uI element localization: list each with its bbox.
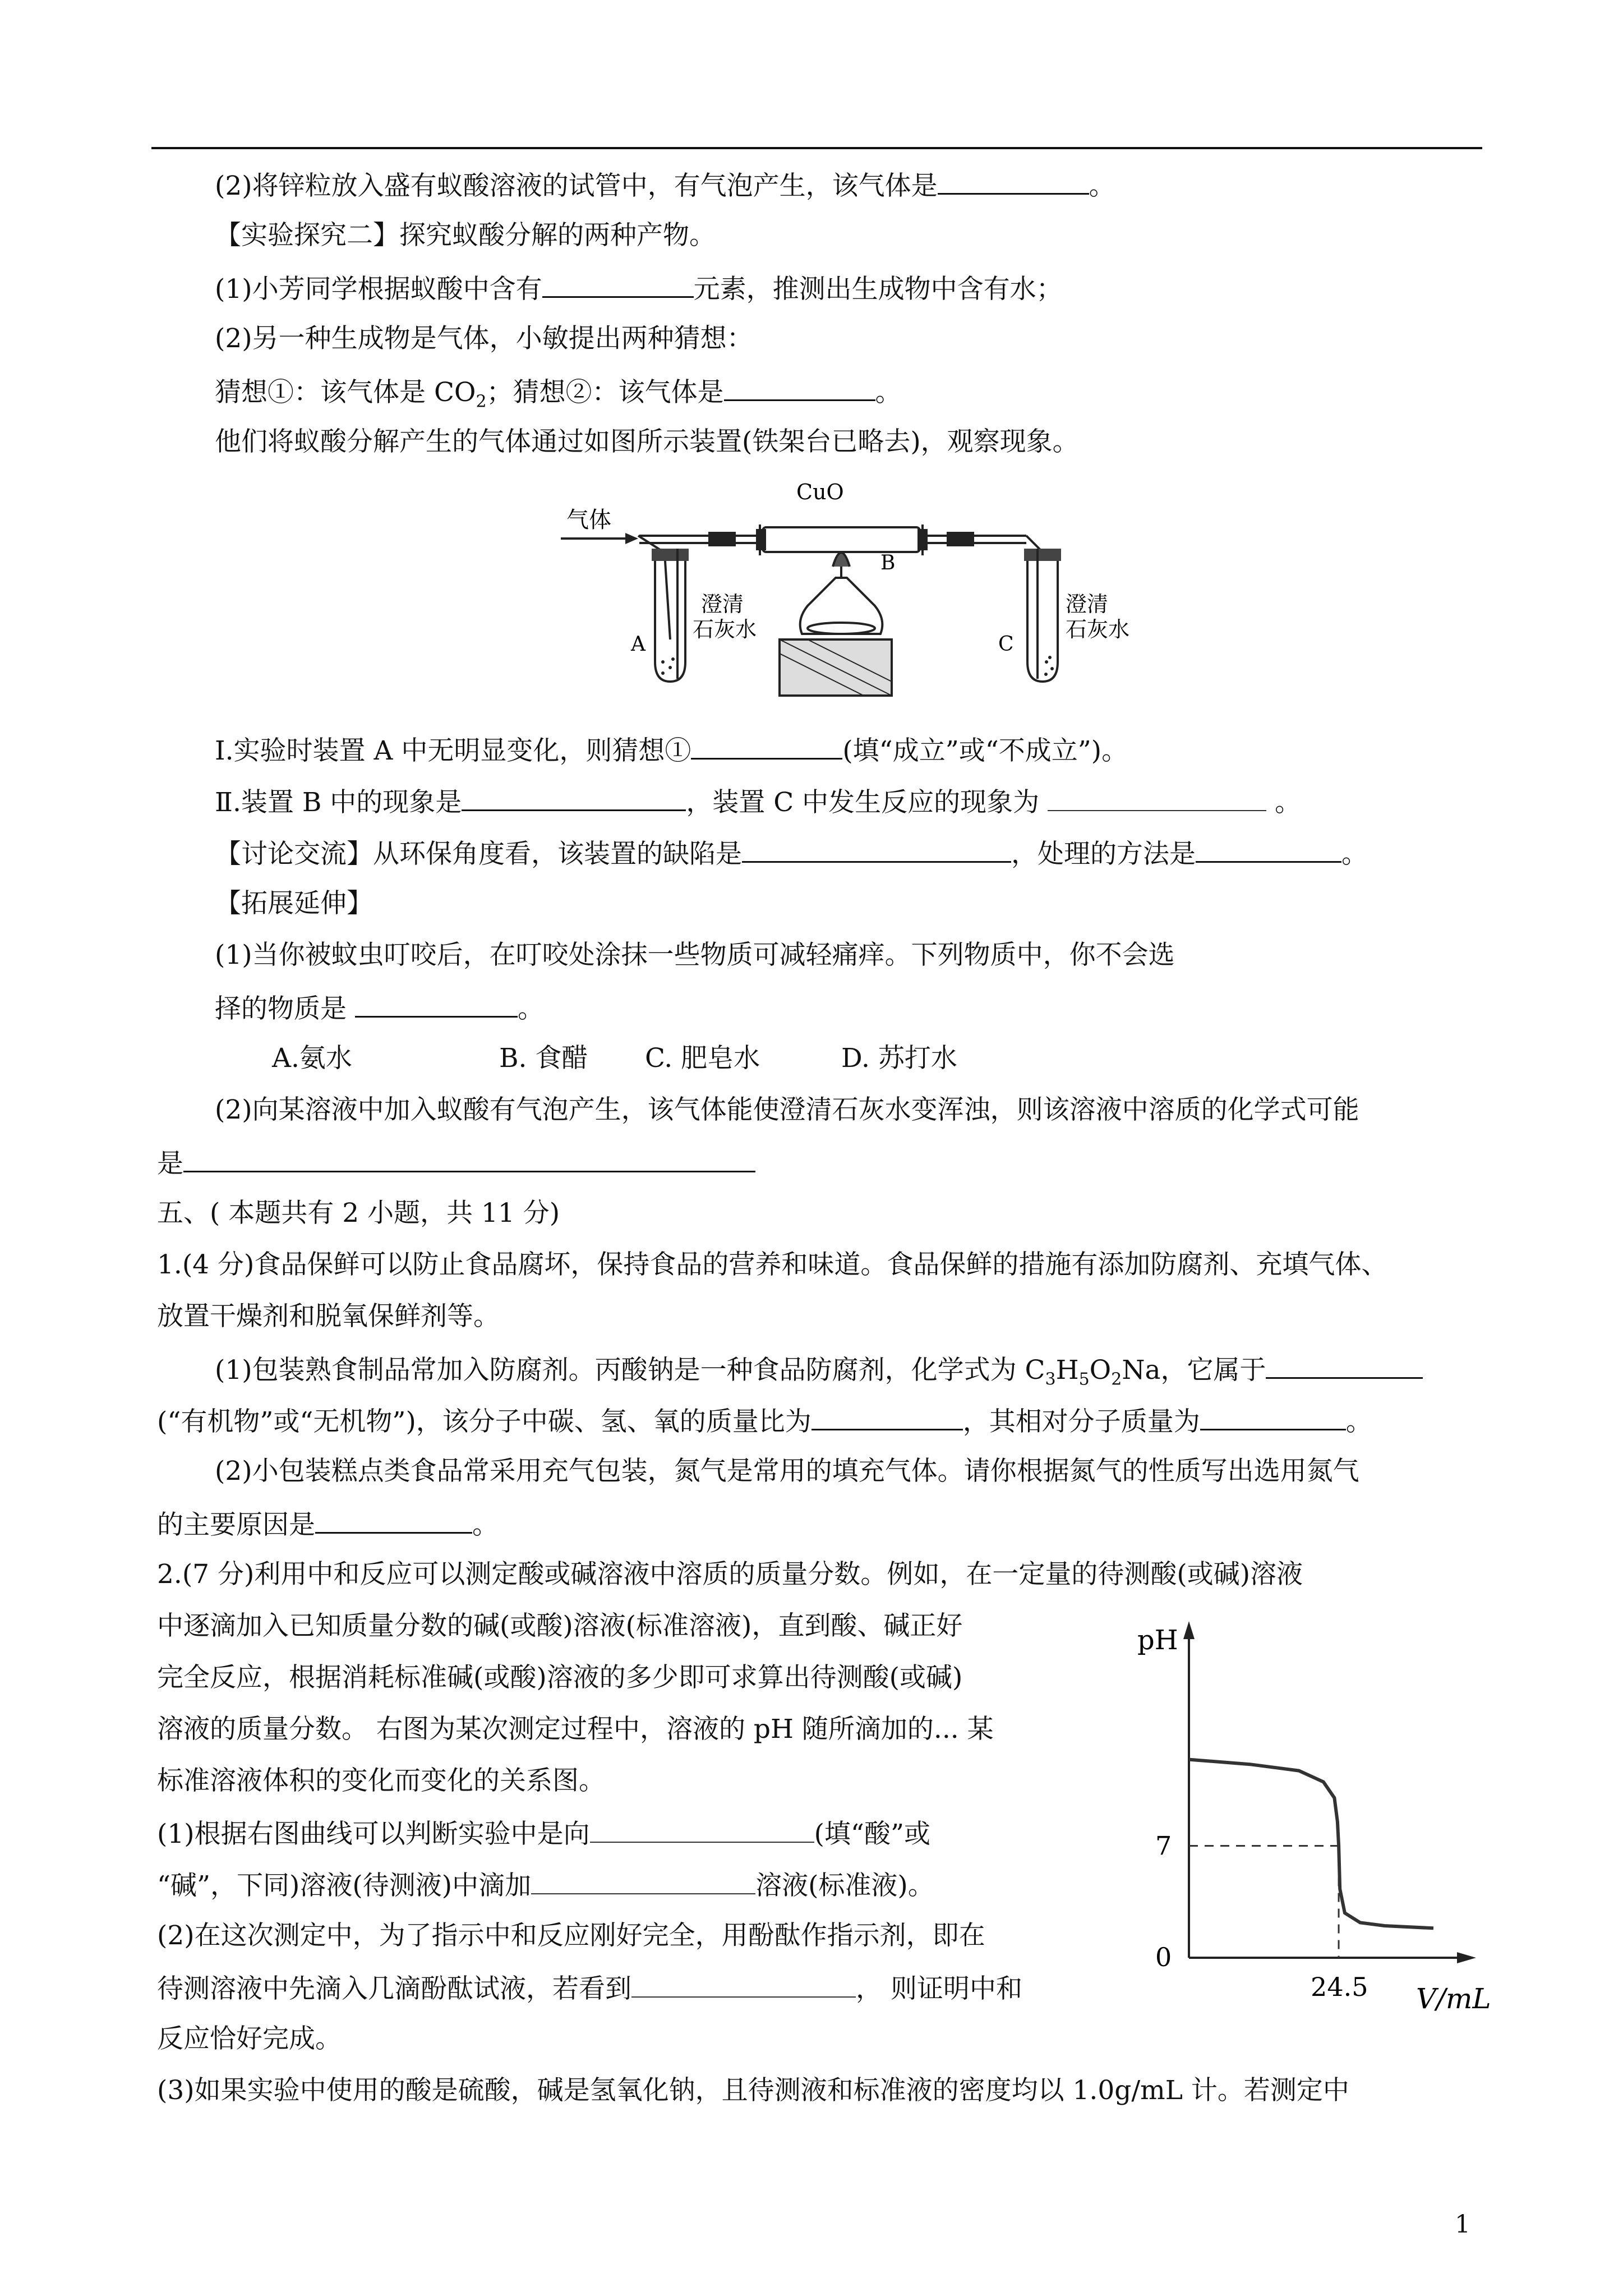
label-cuo: CuO bbox=[796, 480, 844, 504]
s4-line-14: 是 bbox=[157, 1145, 755, 1181]
answer-blank-defect[interactable] bbox=[742, 835, 1011, 863]
option-c: C. 肥皂水 bbox=[645, 1043, 760, 1074]
header-rule bbox=[151, 147, 1482, 149]
answer-blank-molar-mass[interactable] bbox=[1200, 1403, 1346, 1430]
option-a: A.氨水 bbox=[272, 1043, 352, 1074]
section5-heading: 五、( 本题共有 2 小题，共 11 分) bbox=[157, 1198, 560, 1228]
answer-blank-standard[interactable] bbox=[531, 1867, 755, 1894]
s4-line-11: (1)当你被蚊虫叮咬后，在叮咬处涂抹一些物质可减轻痛痒。下列物质中，你不会选 bbox=[215, 940, 1175, 970]
answer-blank-nitrogen-reason[interactable] bbox=[315, 1506, 472, 1534]
s4-line-3: (1)小芳同学根据蚁酸中含有 元素，推测出生成物中含有水； bbox=[215, 270, 1063, 306]
ph-titration-chart bbox=[1133, 1616, 1503, 2019]
s4-line-10: 【拓展延伸】 bbox=[215, 888, 373, 919]
label-limewater-c-1: 澄清 bbox=[1066, 592, 1109, 616]
y-axis-label: pH bbox=[1137, 1625, 1178, 1656]
q2-line-4: 溶液的质量分数。 右图为某次测定过程中，溶液的 pH 随所滴加的... 某 bbox=[157, 1714, 994, 1745]
label-limewater-a-1: 澄清 bbox=[701, 592, 744, 616]
answer-blank-gas[interactable] bbox=[938, 167, 1089, 195]
x-axis-arrow bbox=[1457, 1952, 1476, 1963]
label-a: A bbox=[631, 633, 645, 656]
option-d: D. 苏打水 bbox=[841, 1043, 957, 1074]
label-gas: 气体 bbox=[566, 507, 611, 533]
q1-line-4: (“有机物”或“无机物”)，该分子中碳、氢、氧的质量比为 ，其相对分子质量为 。 bbox=[157, 1403, 1372, 1439]
label-c: C bbox=[998, 633, 1014, 656]
q2-line-9: 待测溶液中先滴入几滴酚酞试液，若看到 ， 则证明中和 bbox=[157, 1971, 1022, 2006]
answer-blank-organic[interactable] bbox=[1266, 1351, 1423, 1379]
origin-label: 0 bbox=[1155, 1942, 1172, 1972]
q2-line-3: 完全反应，根据消耗标准碱(或酸)溶液的多少即可求算出待测酸(或碱) bbox=[157, 1662, 963, 1693]
s4-line-4: (2)另一种生成物是气体，小敏提出两种猜想： bbox=[215, 323, 753, 354]
q2-line-10: 反应恰好完成。 bbox=[157, 2023, 342, 2054]
answer-blank-formula[interactable] bbox=[183, 1145, 755, 1172]
answer-blank-mass-ratio[interactable] bbox=[811, 1403, 963, 1430]
q1-line-3: (1)包装熟食制品常加入防腐剂。丙酸钠是一种食品防腐剂，化学式为 $C_3H_5O_2Na$，它属于 bbox=[215, 1351, 1423, 1387]
option-b: B. 食醋 bbox=[499, 1043, 588, 1074]
label-b: B bbox=[880, 551, 896, 574]
label-limewater-a-2: 石灰水 bbox=[693, 617, 757, 642]
q1-line-5: (2)小包装糕点类食品常采用充气包装，氮气是常用的填充气体。请你根据氮气的性质写出选用氮气 bbox=[215, 1456, 1359, 1487]
s4-line-2: 【实验探究二】探究蚁酸分解的两种产物。 bbox=[215, 220, 716, 251]
q1-line-2: 放置干燥剂和脱氧保鲜剂等。 bbox=[157, 1301, 500, 1332]
s4-line-6: 他们将蚁酸分解产生的气体通过如图所示装置(铁架台已略去)，观察现象。 bbox=[215, 426, 1079, 457]
label-limewater-c-2: 石灰水 bbox=[1066, 617, 1130, 642]
s4-line-8: Ⅱ.装置 B 中的现象是 ，装置 C 中发生反应的现象为 。 bbox=[215, 784, 1301, 820]
q2-line-1: 2.(7 分)利用中和反应可以测定酸或碱溶液中溶质的质量分数。例如，在一定量的待测酸(或碱)溶液 bbox=[157, 1559, 1303, 1590]
s4-line-13: (2)向某溶液中加入蚁酸有气泡产生，该气体能使澄清石灰水变浑浊，则该溶液中溶质的化学式可能 bbox=[215, 1094, 1359, 1125]
q2-line-7: “碱”，下同)溶液(待测液)中滴加 溶液(标准液)。 bbox=[157, 1867, 934, 1903]
ph-curve-series bbox=[1189, 1760, 1433, 1929]
s4-line-1: (2)将锌粒放入盛有蚁酸溶液的试管中，有气泡产生，该气体是 。 bbox=[215, 167, 1115, 203]
answer-blank-guess2[interactable] bbox=[724, 374, 875, 401]
s4-line-5: 猜想①：该气体是 $CO_2$；猜想②：该气体是 。 bbox=[215, 374, 902, 409]
answer-blank-element[interactable] bbox=[542, 270, 694, 298]
q2-line-5: 标准溶液体积的变化而变化的关系图。 bbox=[157, 1765, 605, 1796]
q2-line-8: (2)在这次测定中，为了指示中和反应刚好完全，用酚酞作指示剂，即在 bbox=[157, 1920, 985, 1951]
x-tick-24.5: 24.5 bbox=[1311, 1972, 1368, 2002]
answer-blank-test-liquid[interactable] bbox=[590, 1816, 814, 1843]
answer-blank-fix[interactable] bbox=[1196, 835, 1341, 863]
answer-blank-b-phenomenon[interactable] bbox=[462, 784, 686, 811]
page-number: 1 bbox=[1455, 2210, 1470, 2239]
answer-blank-choice[interactable] bbox=[355, 990, 518, 1018]
q2-line-2: 中逐滴加入已知质量分数的碱(或酸)溶液(标准溶液)，直到酸、碱正好 bbox=[157, 1611, 963, 1641]
q1-line-1: 1.(4 分)食品保鲜可以防止食品腐坏，保持食品的营养和味道。食品保鲜的措施有添加防腐剂、充填气体、 bbox=[157, 1249, 1388, 1280]
y-tick-7: 7 bbox=[1155, 1830, 1172, 1861]
answer-blank-observation[interactable] bbox=[631, 1971, 856, 1998]
x-axis-label: V/mL bbox=[1416, 1982, 1491, 2015]
q2-line-6: (1)根据右图曲线可以判断实验中是向 (填“酸”或 bbox=[157, 1816, 930, 1851]
y-axis-arrow bbox=[1183, 1621, 1195, 1639]
apparatus-diagram bbox=[555, 477, 1155, 712]
q1-line-6: 的主要原因是 。 bbox=[157, 1506, 499, 1542]
q2-line-11: (3)如果实验中使用的酸是硫酸，碱是氢氧化钠，且待测液和标准液的密度均以 1.0g/mL 计。若测定中 bbox=[157, 2075, 1349, 2106]
answer-blank-guess1[interactable] bbox=[691, 732, 842, 760]
s4-line-12: 择的物质是 。 bbox=[215, 990, 544, 1026]
answer-blank-c-phenomenon[interactable] bbox=[1048, 784, 1266, 811]
s4-line-9: 【讨论交流】从环保角度看，该装置的缺陷是 ，处理的方法是 。 bbox=[215, 835, 1368, 871]
s4-line-7: Ⅰ.实验时装置 A 中无明显变化，则猜想① (填“成立”或“不成立”)。 bbox=[215, 732, 1128, 768]
